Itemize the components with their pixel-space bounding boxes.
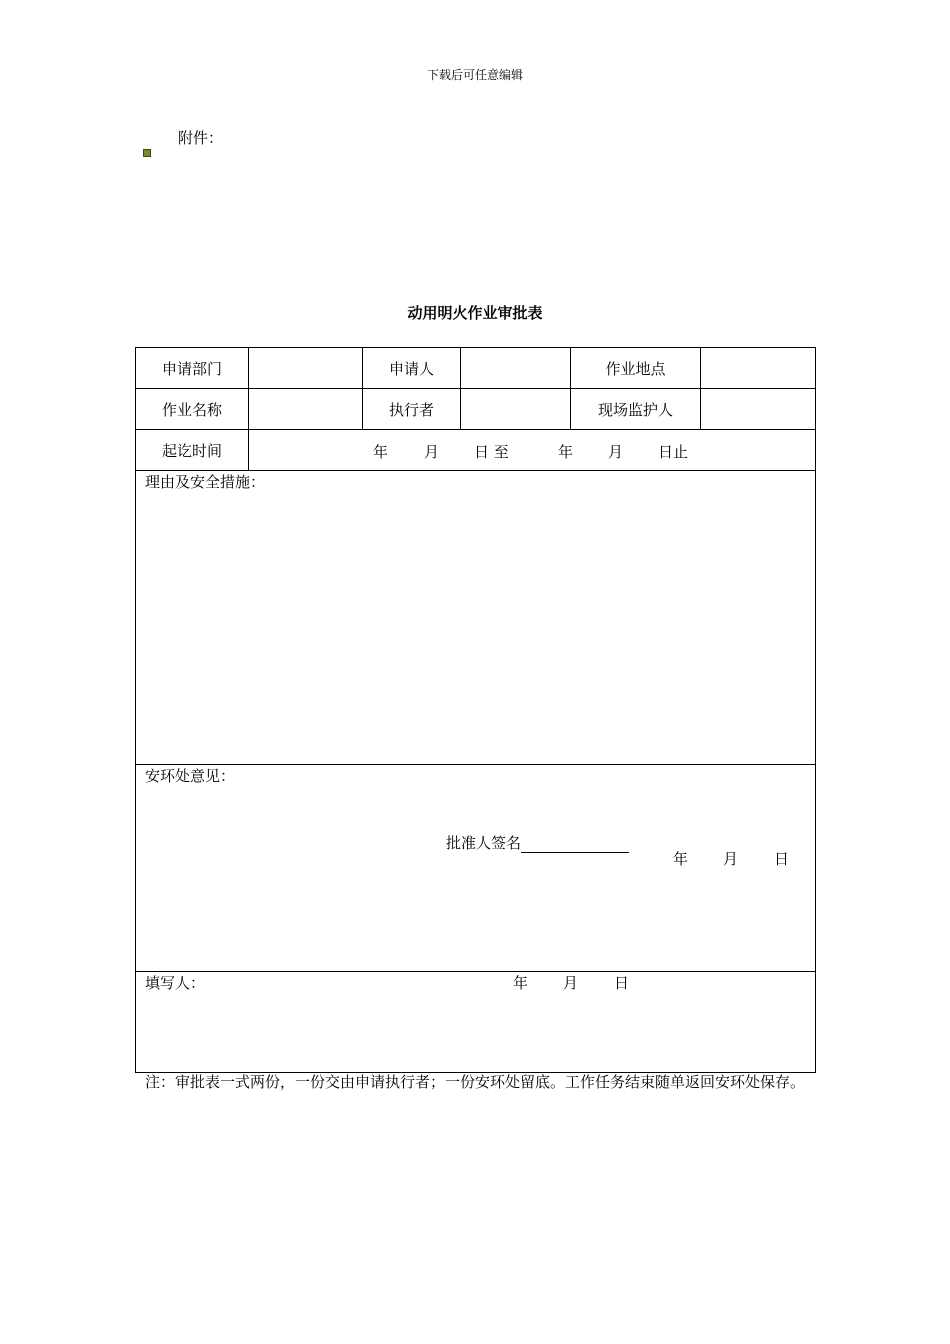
attachment-icon[interactable]: [143, 149, 151, 157]
field-filler[interactable]: [136, 972, 816, 1073]
period-day-to: 日 至: [474, 443, 509, 461]
opinion-month: 月: [723, 850, 739, 868]
attachment-label: 附件：: [178, 129, 224, 147]
period-month-1: 月: [424, 443, 440, 461]
filler-day: 日: [614, 974, 630, 992]
form-row-filler: [136, 972, 816, 1073]
field-executor[interactable]: [461, 389, 571, 430]
label-job-name: 作业名称: [136, 389, 249, 430]
field-work-location[interactable]: [701, 348, 816, 389]
label-work-location: 作业地点: [571, 348, 701, 389]
filler-month: 月: [563, 974, 579, 992]
label-approver-sign: 批准人签名: [446, 834, 522, 852]
period-year-1: 年: [373, 443, 389, 461]
field-reason-safety[interactable]: [136, 471, 816, 765]
filler-year: 年: [513, 974, 529, 992]
field-opinion[interactable]: [136, 765, 816, 972]
form-row-applicant: [136, 348, 816, 389]
period-day-end: 日止: [658, 443, 689, 461]
field-job-name[interactable]: [249, 389, 363, 430]
field-apply-dept[interactable]: [249, 348, 363, 389]
approval-form-table: [135, 347, 816, 1073]
form-row-job: [136, 389, 816, 430]
form-title: 动用明火作业审批表: [407, 304, 543, 322]
footnote: 注：审批表一式两份，一份交由申请执行者；一份安环处留底。工作任务结束随单返回安环处保存。: [145, 1073, 806, 1091]
label-opinion: 安环处意见：: [145, 767, 236, 785]
period-year-2: 年: [558, 443, 574, 461]
label-filler: 填写人：: [145, 974, 206, 992]
form-row-opinion: [136, 765, 816, 972]
opinion-day: 日: [774, 850, 790, 868]
label-site-supervisor: 现场监护人: [571, 389, 701, 430]
label-executor: 执行者: [363, 389, 461, 430]
form-row-period: [136, 430, 816, 471]
label-reason-safety: 理由及安全措施：: [145, 473, 266, 491]
opinion-year: 年: [673, 850, 689, 868]
approver-signature: [446, 832, 629, 853]
approver-sign-line[interactable]: [521, 838, 629, 853]
field-applicant[interactable]: [461, 348, 571, 389]
header-note: 下载后可任意编辑: [426, 68, 523, 82]
field-site-supervisor[interactable]: [701, 389, 816, 430]
period-month-2: 月: [608, 443, 624, 461]
form-row-reason: [136, 471, 816, 765]
field-period[interactable]: [249, 430, 816, 471]
label-apply-dept: 申请部门: [136, 348, 249, 389]
label-period: 起讫时间: [136, 430, 249, 471]
label-applicant: 申请人: [363, 348, 461, 389]
